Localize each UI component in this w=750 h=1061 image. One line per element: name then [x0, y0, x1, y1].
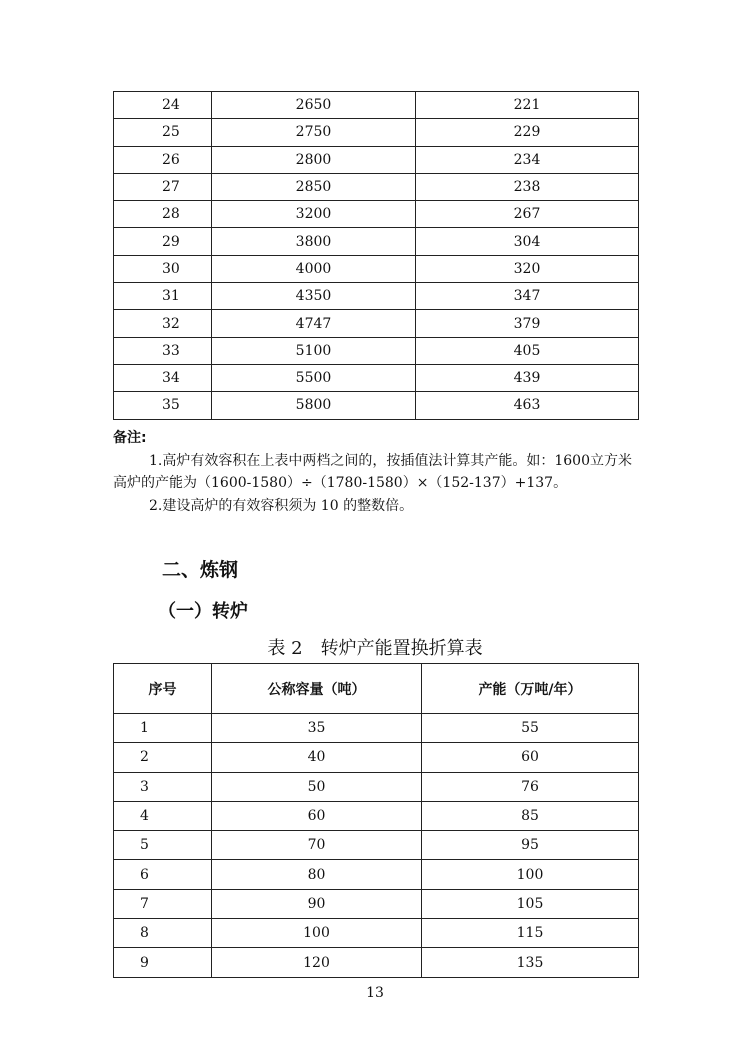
header-production-capacity: 产能（万吨/年）	[422, 664, 639, 714]
table-cell: 27	[114, 173, 212, 200]
table-cell: 5500	[212, 364, 416, 391]
table-cell: 100	[212, 919, 422, 948]
table2-body	[114, 714, 639, 978]
table-cell: 100	[422, 860, 639, 889]
header-serial-number: 序号	[114, 664, 212, 714]
table-cell: 4747	[212, 310, 416, 337]
table-cell: 304	[416, 228, 639, 255]
table-cell: 31	[114, 283, 212, 310]
table-cell: 95	[422, 831, 639, 860]
table-cell: 135	[422, 948, 639, 977]
table-row	[114, 364, 639, 391]
table-row	[114, 92, 639, 119]
note-item-1: 1.高炉有效容积在上表中两档之间的，按插值法计算其产能。如：1600立方米高炉的产能为（1600-1580）÷（1780-1580）×（152-137）+137。	[113, 453, 632, 491]
header-nominal-capacity: 公称容量（吨）	[212, 664, 422, 714]
table-cell: 2650	[212, 92, 416, 119]
table-cell: 8	[114, 919, 212, 948]
table-cell: 7	[114, 889, 212, 918]
table-cell: 55	[422, 714, 639, 743]
table-cell: 90	[212, 889, 422, 918]
table-cell: 3200	[212, 201, 416, 228]
table-cell: 2	[114, 743, 212, 772]
table-row	[114, 173, 639, 200]
table-cell: 29	[114, 228, 212, 255]
table-row	[114, 919, 639, 948]
table-cell: 25	[114, 119, 212, 146]
table-cell: 115	[422, 919, 639, 948]
table-cell: 70	[212, 831, 422, 860]
table-cell: 1	[114, 714, 212, 743]
table-cell: 35	[114, 392, 212, 419]
table-cell: 35	[212, 714, 422, 743]
table-row	[114, 201, 639, 228]
table-cell: 6	[114, 860, 212, 889]
table-cell: 2850	[212, 173, 416, 200]
table-cell: 85	[422, 801, 639, 830]
table-cell: 405	[416, 337, 639, 364]
table-cell: 2750	[212, 119, 416, 146]
table-cell: 439	[416, 364, 639, 391]
table-row	[114, 310, 639, 337]
table-row	[114, 146, 639, 173]
table-cell: 320	[416, 255, 639, 282]
table-cell: 76	[422, 772, 639, 801]
table-cell: 463	[416, 392, 639, 419]
notes-title: 备注:	[113, 430, 147, 446]
table-cell: 3800	[212, 228, 416, 255]
blast-furnace-table-continued	[113, 91, 639, 420]
table-cell: 3	[114, 772, 212, 801]
table-cell: 40	[212, 743, 422, 772]
table-cell: 4000	[212, 255, 416, 282]
table-cell: 347	[416, 283, 639, 310]
table-cell: 238	[416, 173, 639, 200]
table-row	[114, 948, 639, 977]
table-cell: 379	[416, 310, 639, 337]
table-row	[114, 283, 639, 310]
table-cell: 4	[114, 801, 212, 830]
table-cell: 9	[114, 948, 212, 977]
table-cell: 50	[212, 772, 422, 801]
table-cell: 33	[114, 337, 212, 364]
table-cell: 24	[114, 92, 212, 119]
table1-body	[114, 92, 639, 420]
table-cell: 34	[114, 364, 212, 391]
table-cell: 234	[416, 146, 639, 173]
table-row	[114, 831, 639, 860]
page-number: 13	[366, 985, 384, 1001]
note-item-2: 2.建设高炉的有效容积须为 10 的整数倍。	[149, 498, 414, 514]
table-row	[114, 228, 639, 255]
table-cell: 60	[422, 743, 639, 772]
table2-header-row	[114, 664, 639, 714]
table-cell: 221	[416, 92, 639, 119]
table-cell: 105	[422, 889, 639, 918]
table-cell: 5100	[212, 337, 416, 364]
table-cell: 4350	[212, 283, 416, 310]
table-row	[114, 119, 639, 146]
table-row	[114, 714, 639, 743]
table-row	[114, 772, 639, 801]
table-cell: 267	[416, 201, 639, 228]
table-cell: 30	[114, 255, 212, 282]
table-cell: 5800	[212, 392, 416, 419]
table-cell: 26	[114, 146, 212, 173]
subsection-heading: （一）转炉	[158, 601, 248, 622]
table-cell: 80	[212, 860, 422, 889]
table-row	[114, 801, 639, 830]
table-row	[114, 337, 639, 364]
table-row	[114, 392, 639, 419]
table-cell: 60	[212, 801, 422, 830]
table-cell: 32	[114, 310, 212, 337]
converter-capacity-table	[113, 663, 639, 978]
table-cell: 2800	[212, 146, 416, 173]
section-heading: 二、炼钢	[162, 559, 239, 581]
table-row	[114, 889, 639, 918]
table2-caption: 表 2 转炉产能置换折算表	[267, 638, 483, 659]
table-row	[114, 743, 639, 772]
table-row	[114, 860, 639, 889]
table-cell: 120	[212, 948, 422, 977]
table-cell: 5	[114, 831, 212, 860]
table-cell: 229	[416, 119, 639, 146]
table-cell: 28	[114, 201, 212, 228]
table-row	[114, 255, 639, 282]
